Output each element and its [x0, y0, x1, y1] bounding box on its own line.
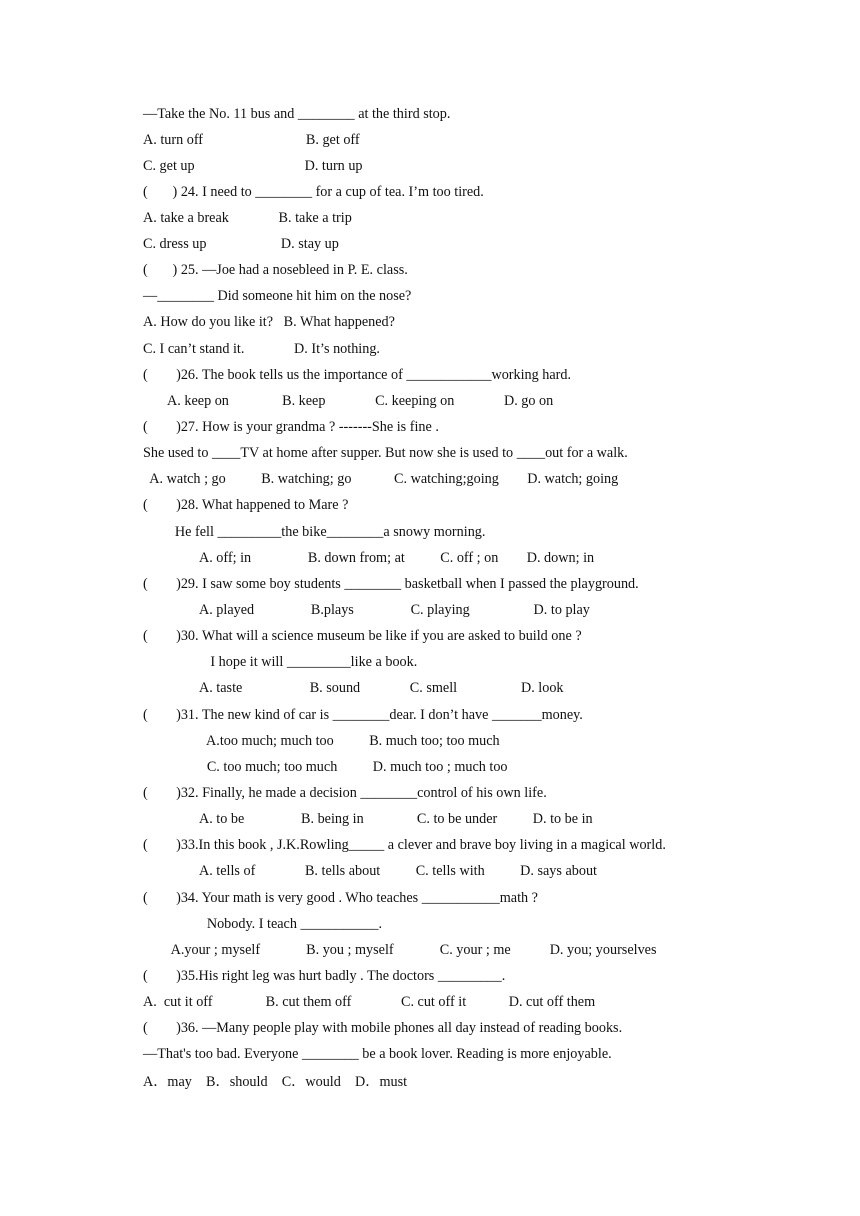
- text-line: —Take the No. 11 bus and ________ at the third stop.: [143, 106, 451, 122]
- text-line: ( )36. —Many people play with mobile phones all day instead of reading books.: [143, 1020, 623, 1036]
- text-line: ( ) 25. —Joe had a nosebleed in P. E. class.: [143, 262, 408, 278]
- text-line: ( )32. Finally, he made a decision ________control of his own life.: [143, 785, 547, 801]
- text-line: ( ) 24. I need to ________ for a cup of tea. I’m too tired.: [143, 184, 484, 200]
- text-line: A. tells of B. tells about C. tells with D. says about: [143, 863, 597, 879]
- text-line: A.your ; myself B. you ; myself C. your ; me D. you; yourselves: [143, 942, 657, 958]
- text-line: A. off; in B. down from; at C. off ; on D. down; in: [143, 550, 595, 566]
- text-line: A. take a break B. take a trip: [143, 210, 352, 226]
- text-line: ( )29. I saw some boy students ________ basketball when I passed the playground.: [143, 576, 639, 592]
- text-line: He fell _________the bike________a snowy morning.: [143, 524, 486, 540]
- text-line: A.too much; much too B. much too; too much: [143, 733, 500, 749]
- text-line: Nobody. I teach ___________.: [143, 916, 383, 932]
- text-line: A. How do you like it? B. What happened?: [143, 314, 395, 330]
- text-line: ( )31. The new kind of car is ________dear. I don’t have _______money.: [143, 707, 583, 723]
- text-line: A．may B．should C．would D．must: [143, 1074, 408, 1090]
- text-line: ( )28. What happened to Mare ?: [143, 497, 349, 513]
- text-line: ( )26. The book tells us the importance of ____________working hard.: [143, 367, 572, 383]
- text-line: A. cut it off B. cut them off C. cut off it D. cut off them: [143, 994, 596, 1010]
- text-line: —________ Did someone hit him on the nose?: [143, 288, 412, 304]
- text-line: I hope it will _________like a book.: [143, 654, 418, 670]
- text-line: ( )33.In this book , J.K.Rowling_____ a clever and brave boy living in a magical world.: [143, 837, 666, 853]
- text-line: —That's too bad. Everyone ________ be a book lover. Reading is more enjoyable.: [143, 1046, 612, 1062]
- text-line: A. turn off B. get off: [143, 132, 360, 148]
- text-line: A. played B.plays C. playing D. to play: [143, 602, 590, 618]
- text-line: ( )34. Your math is very good . Who teaches ___________math ?: [143, 890, 538, 906]
- text-line: A. watch ; go B. watching; go C. watching;going D. watch; going: [143, 471, 619, 487]
- text-line: ( )30. What will a science museum be like if you are asked to build one ?: [143, 628, 582, 644]
- text-line: C. get up D. turn up: [143, 158, 363, 174]
- text-line: C. I can’t stand it. D. It’s nothing.: [143, 341, 380, 357]
- text-line: She used to ____TV at home after supper. But now she is used to ____out for a walk.: [143, 445, 628, 461]
- text-line: ( )27. How is your grandma ? -------She is fine .: [143, 419, 439, 435]
- text-line: C. too much; too much D. much too ; much too: [143, 759, 508, 775]
- text-line: A. keep on B. keep C. keeping on D. go on: [143, 393, 554, 409]
- text-line: A. taste B. sound C. smell D. look: [143, 680, 564, 696]
- text-line: A. to be B. being in C. to be under D. to be in: [143, 811, 593, 827]
- text-line: C. dress up D. stay up: [143, 236, 339, 252]
- text-line: ( )35.His right leg was hurt badly . The doctors _________.: [143, 968, 506, 984]
